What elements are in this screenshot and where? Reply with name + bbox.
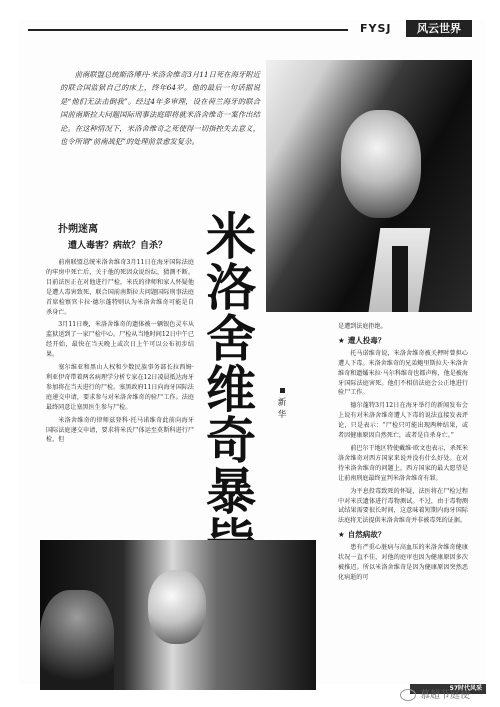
section-subtitle-1: 遭人毒害？病故？自杀？ — [68, 241, 168, 251]
headline-char: 暴 — [206, 463, 256, 521]
author-byline — [274, 388, 290, 421]
paragraph: 德尔蓬特3月12日在海牙举行的新闻发布会上说有对米洛舍维奇遭人下毒的说法直接发表评论，只是表示：“尸检只可能出现两种结果，或者因健康原因自然死亡，或者是自杀身亡。” — [338, 402, 468, 440]
watermark: 慕超节庭使 — [400, 686, 470, 701]
lead-paragraph: 前南联盟总统斯洛博丹·米洛舍维奇3月11日死在海牙附近的联合国监狱自己的床上，终年64岁。他的最后一句话据说是“他们无法击倒我”。经过4年多审理，设在荷兰海牙的联合国前南斯拉夫问题国际刑事法庭即将就米洛舍维奇一案作出结论。在这种情况下，米洛舍维奇之死使得一切指控失去意义，也令所谓“前南战犯”的处理前景愈发复杂。 — [60, 70, 260, 147]
header-rule — [28, 29, 348, 31]
author-char: 华 — [277, 410, 287, 420]
author-char: 新 — [277, 398, 287, 408]
section-heading-2: ★ 遭人投毒？ — [338, 335, 386, 345]
paragraph: 托马诺维奇说，米洛舍维奇被关押时曾担心遭人下毒。米洛舍维奇的兄弟鲍里斯拉夫·米洛舍维奇和遗孀米拉·马尔科维奇也都声称，他是被海牙国际法庭害死。他们不相信法庭会公正地进行验尸工作。 — [338, 349, 468, 397]
paragraph: 前巴尔干地区特使戴维·欧文也表示，杀死米洛舍维奇对西方国家来说并没有什么好处。在对待米洛舍维奇的问题上，西方国家的最大愿望是让前南刑庭最终宣判米洛舍维奇有罪。 — [338, 444, 468, 482]
header-section-label: 风云世界 — [406, 20, 472, 37]
paragraph: 米洛舍维奇的律师兹登科·托马诺维奇此前向海牙国际法庭递交申请，要求将米氏尸体运至莫斯科进行尸检，但 — [46, 416, 194, 444]
paragraph: 为平息投毒致死的怀疑，法医将在尸检过程中对米氏遗体进行毒物测试。不过，由于毒物测试结果需要很长时间，这意味着短期内海牙国际法庭将无法提供米洛舍维奇并非被毒死的证据。 — [338, 487, 468, 525]
byline-bullet-icon — [280, 388, 285, 393]
crowd-photo — [40, 540, 316, 690]
section-title-1: 扑朔迷离 — [58, 224, 98, 235]
right-column — [338, 322, 468, 586]
wechat-icon — [400, 689, 416, 701]
headline-char: 舍 — [206, 310, 256, 368]
star-icon: ★ — [338, 530, 345, 540]
paragraph: 3月11日晚，米洛舍维奇的遗体被一辆银色灵车从监狱送到了一家尸检中心。尸检从当地时间12日中午已经开始，最快在当天晚上或次日上午可以公布初步结果。 — [46, 321, 194, 359]
magazine-page — [18, 20, 486, 692]
star-icon: ★ — [338, 335, 345, 345]
headline-char: 洛 — [206, 259, 256, 317]
paragraph: 患有严重心脏病与高血压的米洛舍维奇健康状况一直不佳，对他的庭审也因为健康原因多次被推迟。所以米洛舍维奇是因为健康原因突然恶化病逝的可 — [338, 544, 468, 581]
headline-char: 米 — [206, 208, 256, 266]
portrait-photo — [266, 60, 472, 312]
section-heading-3: ★ 自然病故？ — [338, 530, 386, 540]
page-label: 57时代风采 — [449, 685, 482, 692]
paragraph: 前南联盟总统米洛舍维奇3月11日在海牙国际法庭的牢房中死亡后，关于他的死因众说纷纭，猜测不断。目前法医正在对他进行尸检，米氏的律师和家人怀疑他是遭人毒害致死，联合国前南斯拉夫问题国际刑事法庭首席检察官卡拉·德尔蓬特则认为米洛舍维奇可能是自杀身亡。 — [46, 259, 194, 316]
paragraph: 塞尔维亚和黑山人权和少数民族事务部长拉西姆·利亚伊奇带着两名病理学分析专家在12日凌晨抵达海牙参加将在当天进行的尸检。塞黑政府11日向海牙国际法庭递交申请，要求参与对米洛舍维奇的验尸工作。法庭最终同意让塞黑医生参与尸检。 — [46, 364, 194, 411]
left-column — [46, 258, 194, 448]
headline-char: 维 — [206, 361, 256, 419]
header-tag: FYSJ — [360, 22, 392, 35]
headline-char: 奇 — [206, 412, 256, 470]
paragraph: 是遭到法庭拒绝。 — [338, 323, 387, 330]
